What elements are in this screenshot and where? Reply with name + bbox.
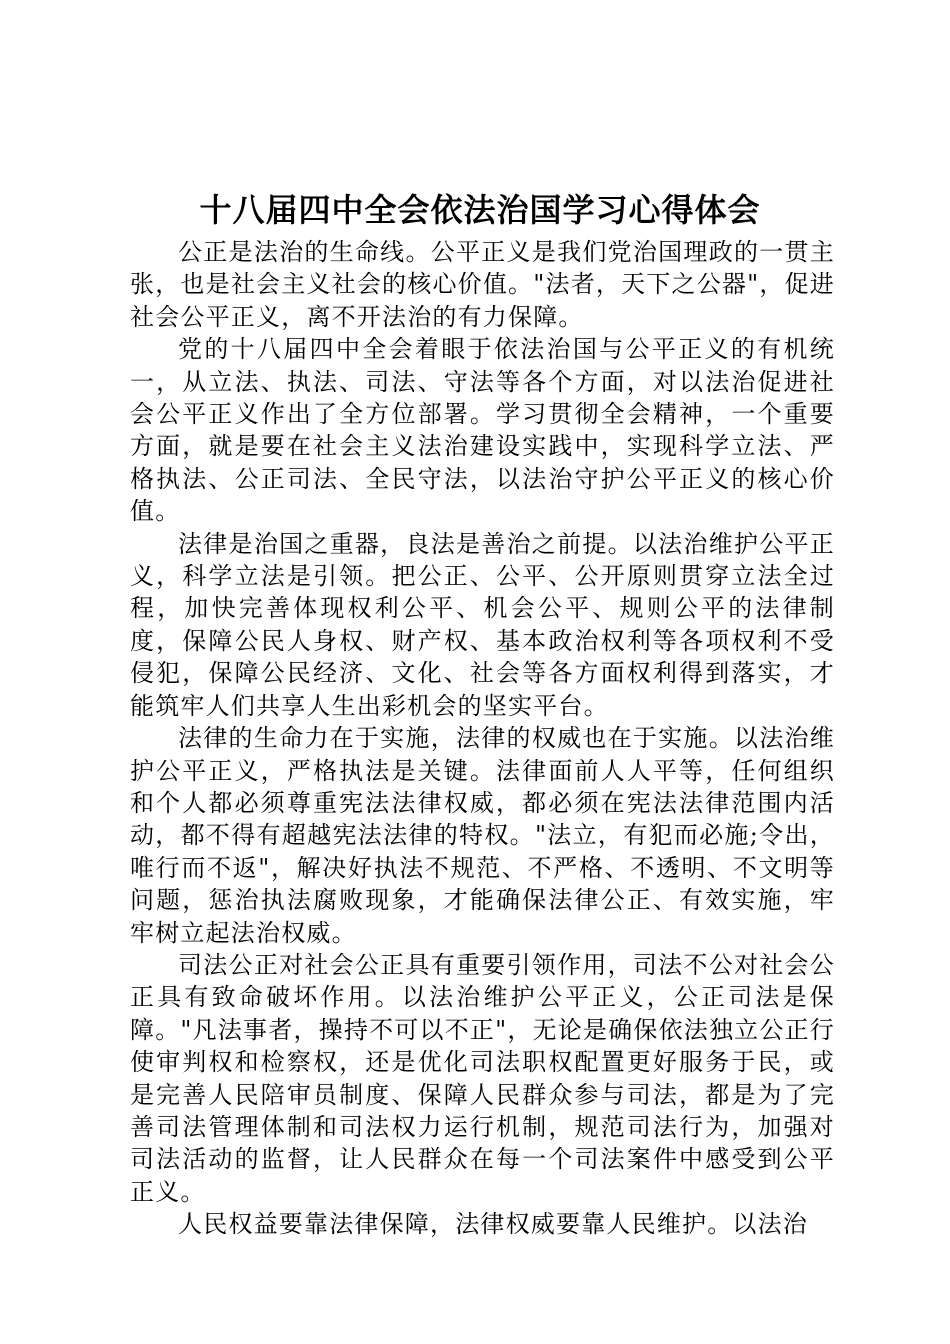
paragraph: 法律是治国之重器，良法是善治之前提。以法治维护公平正义，科学立法是引领。把公正、公平、公开原则贯穿立法全过程，加快完善体现权利公平、机会公平、规则公平的法律制度，保障公民人身权、财产权、基本政治权利等各项权利不受侵犯，保障公民经济、文化、社会等各方面权利得到落实，才能筑牢人们共享人生出彩机会的坚实平台。: [130, 529, 835, 720]
paragraph: 公正是法治的生命线。公平正义是我们党治国理政的一贯主张，也是社会主义社会的核心价值。"法者，天下之公器"，促进社会公平正义，离不开法治的有力保障。: [130, 238, 835, 331]
document-body: [130, 236, 835, 1241]
paragraph: 人民权益要靠法律保障，法律权威要靠人民维护。以法治: [178, 1210, 808, 1239]
paragraph: 党的十八届四中全会着眼于依法治国与公平正义的有机统一，从立法、执法、司法、守法等各个方面，对以法治促进社会公平正义作出了全方位部署。学习贯彻全会精神，一个重要方面，就是要在社会主义法治建设实践中，实现科学立法、严格执法、公正司法、全民守法，以法治守护公平正义的核心价值。: [130, 335, 835, 526]
paragraph: 法律的生命力在于实施，法律的权威也在于实施。以法治维护公平正义，严格执法是关键。法律面前人人平等，任何组织和个人都必须尊重宪法法律权威，都必须在宪法法律范围内活动，都不得有超越宪法法律的特权。"法立，有犯而必施;令出，唯行而不返"，解决好执法不规范、不严格、不透明、不文明等问题，惩治执法腐败现象，才能确保法律公正、有效实施，牢牢树立起法治权威。: [130, 724, 835, 947]
paragraph: 司法公正对社会公正具有重要引领作用，司法不公对社会公正具有致命破坏作用。以法治维护公平正义，公正司法是保障。"凡法事者，操持不可以不正"，无论是确保依法独立公正行使审判权和检察权，还是优化司法职权配置更好服务于民，或是完善人民陪审员制度、保障人民群众参与司法，都是为了完善司法管理体制和司法权力运行机制，规范司法行为，加强对司法活动的监督，让人民群众在每一个司法案件中感受到公平正义。: [130, 950, 835, 1206]
document-title: 十八届四中全会依法治国学习心得体会: [199, 191, 761, 229]
